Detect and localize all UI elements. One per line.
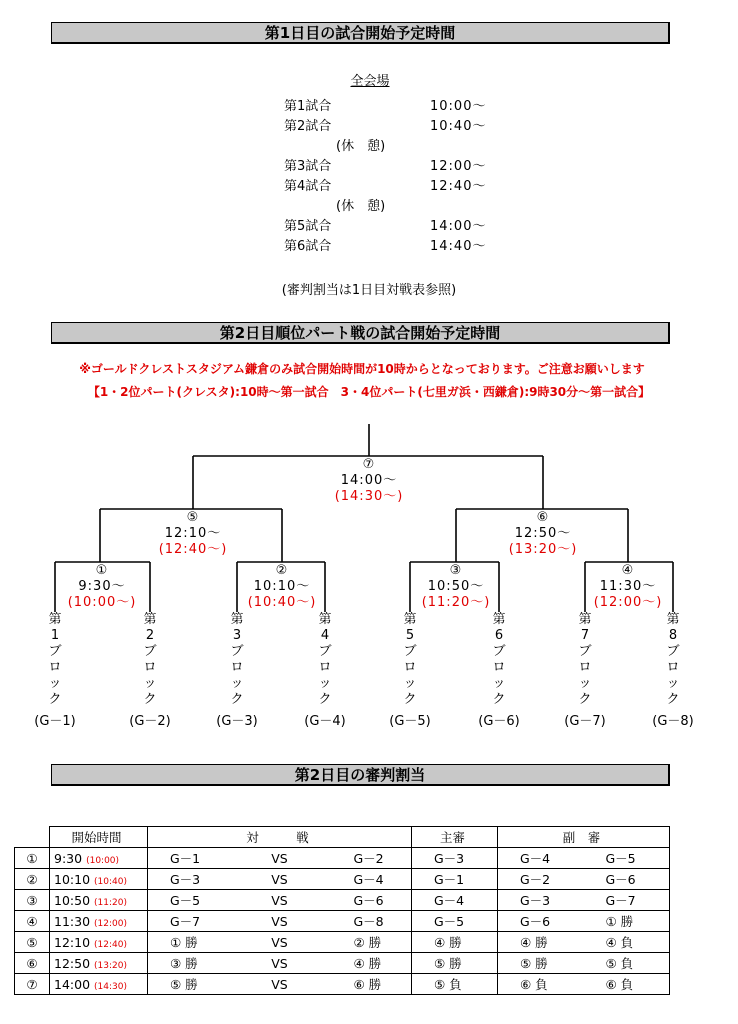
match-number: ③ [449,563,463,578]
header-match: 対 戦 [148,827,412,848]
block-char: ク [492,692,506,707]
sub-referee-2: ① 勝 [584,911,670,932]
start-time [50,911,148,932]
sub-referee-1: G－4 [498,848,584,869]
header-main: 主審 [412,827,498,848]
match-alt-time: (10:00〜) [67,595,137,610]
match-number: ④ [621,563,635,578]
sub-referee-2: G－5 [584,848,670,869]
table-row [15,953,670,974]
main-referee: G－4 [412,890,498,911]
team-a: G－1 [148,848,244,869]
start-time [50,869,148,890]
team-a: ③ 勝 [148,953,244,974]
main-referee: ⑤ 勝 [412,953,498,974]
block-label [317,612,333,708]
match-label: 第3試合 [284,159,332,174]
match-start-time: 12:10〜 [164,526,222,541]
table-row [15,848,670,869]
block-char: ク [318,692,332,707]
block-code: (G－7) [564,714,606,729]
block-char: ッ [666,676,680,691]
row-number: ① [15,848,50,869]
block-code: (G－6) [478,714,520,729]
start-time-value: 10:50 [54,892,91,908]
block-char: 6 [494,628,504,643]
match-time: 10:00〜 [430,99,487,114]
block-char: 5 [405,628,415,643]
sub-referee-1: ⑥ 負 [498,974,584,995]
match-start-time: 12:50〜 [514,526,572,541]
block-label [491,612,507,708]
main-referee: ⑤ 負 [412,974,498,995]
block-char: ロ [666,660,680,675]
block-label [142,612,158,708]
main-referee: G－5 [412,911,498,932]
match-label: 第4試合 [284,179,332,194]
match-alt-time: (12:00〜) [593,595,663,610]
block-char: ブ [143,644,157,659]
start-time [50,953,148,974]
table-row [15,974,670,995]
team-b: G－4 [316,869,412,890]
block-char: ブ [666,644,680,659]
start-time [50,890,148,911]
main-referee: G－1 [412,869,498,890]
alt-time-value: (12:40) [94,939,127,950]
vs-label: VS [244,953,316,974]
match-label: 第1試合 [284,99,332,114]
start-time [50,932,148,953]
sub-referee-2: G－7 [584,890,670,911]
table-row [15,932,670,953]
team-a: G－3 [148,869,244,890]
match-number: ⑥ [536,510,550,525]
row-number: ② [15,869,50,890]
vs-label: VS [244,890,316,911]
block-char: ブ [492,644,506,659]
block-char: 4 [320,628,330,643]
block-code: (G－4) [304,714,346,729]
start-time-value: 10:10 [54,871,91,887]
block-code: (G－2) [129,714,171,729]
sub-referee-2: G－6 [584,869,670,890]
team-a: G－5 [148,890,244,911]
team-a: ⑤ 勝 [148,974,244,995]
alt-time-value: (13:20) [94,960,127,971]
block-char: ロ [492,660,506,675]
block-label [402,612,418,708]
block-char: ッ [403,676,417,691]
match-start-time: 11:30〜 [599,579,657,594]
sub-referee-2: ⑥ 負 [584,974,670,995]
block-label [665,612,681,708]
start-time-value: 11:30 [54,913,91,929]
block-char: 8 [668,628,678,643]
team-b: G－6 [316,890,412,911]
start-time [50,974,148,995]
match-time: 12:40〜 [430,179,487,194]
block-char: 1 [50,628,60,643]
match-number: ⑦ [362,457,376,472]
block-code: (G－8) [652,714,694,729]
sub-referee-1: ⑤ 勝 [498,953,584,974]
match-alt-time: (14:30〜) [334,489,404,504]
block-char: 2 [145,628,155,643]
block-char: ク [578,692,592,707]
alt-time-value: (14:30) [94,981,127,992]
match-number: ② [275,563,289,578]
header-time: 開始時間 [50,827,148,848]
team-b: ② 勝 [316,932,412,953]
block-char: ッ [318,676,332,691]
block-char: ロ [318,660,332,675]
sub-referee-1: G－3 [498,890,584,911]
block-char: 第 [230,612,244,627]
match-label: 第2試合 [284,119,332,134]
block-char: ロ [48,660,62,675]
main-referee: G－3 [412,848,498,869]
alt-time-value: (10:00) [86,855,120,866]
start-time-value: 12:50 [54,955,91,971]
block-char: ク [230,692,244,707]
block-char: 3 [232,628,242,643]
match-start-time: 10:10〜 [253,579,311,594]
row-number: ⑤ [15,932,50,953]
day2-notice-1: ※ゴールドクレストスタジアム鎌倉のみ試合開始時間が10時からとなっております。ご注意お願いします [79,362,645,376]
match-time: 14:40〜 [430,239,487,254]
start-time-value: 14:00 [54,976,91,992]
block-char: ク [403,692,417,707]
alt-time-value: (10:40) [94,876,127,887]
sub-referee-1: G－6 [498,911,584,932]
team-a: ① 勝 [148,932,244,953]
team-b: ⑥ 勝 [316,974,412,995]
header-sub: 副 審 [498,827,670,848]
block-label [47,612,63,708]
block-char: ッ [230,676,244,691]
team-b: G－8 [316,911,412,932]
block-label [229,612,245,708]
match-alt-time: (11:20〜) [421,595,491,610]
team-a: G－7 [148,911,244,932]
match-start-time: 9:30〜 [78,579,126,594]
block-char: ッ [578,676,592,691]
block-char: 第 [578,612,592,627]
main-referee: ④ 勝 [412,932,498,953]
block-char: ブ [48,644,62,659]
day1-heading: 第1日目の試合開始予定時間 [51,22,670,44]
match-number: ① [95,563,109,578]
sub-referee-2: ④ 負 [584,932,670,953]
break-label: (休 憩) [336,199,386,214]
sub-referee-1: ④ 勝 [498,932,584,953]
match-alt-time: (12:40〜) [158,542,228,557]
block-char: ク [666,692,680,707]
sub-referee-1: G－2 [498,869,584,890]
vs-label: VS [244,911,316,932]
match-time: 12:00〜 [430,159,487,174]
block-char: 第 [318,612,332,627]
vs-label: VS [244,869,316,890]
block-code: (G－1) [34,714,76,729]
block-char: 第 [666,612,680,627]
row-number: ④ [15,911,50,932]
match-label: 第6試合 [284,239,332,254]
block-char: ブ [230,644,244,659]
block-char: ブ [578,644,592,659]
block-char: ッ [492,676,506,691]
block-char: 第 [143,612,157,627]
block-char: 第 [492,612,506,627]
day1-note: (審判割当は1日目対戦表参照) [281,283,457,298]
day2-heading: 第2日目順位パート戦の試合開始予定時間 [51,322,670,344]
block-char: ロ [143,660,157,675]
match-alt-time: (10:40〜) [247,595,317,610]
day1-venue: 全会場 [350,74,390,89]
block-char: ッ [143,676,157,691]
referee-heading: 第2日目の審判割当 [51,764,670,786]
start-time-value: 9:30 [54,850,83,866]
row-number: ⑥ [15,953,50,974]
team-b: ④ 勝 [316,953,412,974]
block-char: ブ [403,644,417,659]
block-label [577,612,593,708]
block-char: ク [143,692,157,707]
alt-time-value: (11:20) [94,897,127,908]
block-code: (G－5) [389,714,431,729]
match-time: 10:40〜 [430,119,487,134]
table-row [15,890,670,911]
break-label: (休 憩) [336,139,386,154]
block-char: 第 [48,612,62,627]
vs-label: VS [244,974,316,995]
block-char: ロ [578,660,592,675]
match-number: ⑤ [186,510,200,525]
block-char: ブ [318,644,332,659]
block-char: ク [48,692,62,707]
table-header-row [15,827,670,848]
table-row [15,869,670,890]
block-char: ロ [230,660,244,675]
team-b: G－2 [316,848,412,869]
vs-label: VS [244,932,316,953]
alt-time-value: (12:00) [94,918,127,929]
start-time-value: 12:10 [54,934,91,950]
row-number: ⑦ [15,974,50,995]
day2-notice-2: 【1・2位パート(クレスタ):10時〜第一試合 3・4位パート(七里ガ浜・西鎌倉):9時30分〜第一試合】 [87,385,651,399]
start-time [50,848,148,869]
table-row [15,911,670,932]
match-start-time: 10:50〜 [427,579,485,594]
block-char: 第 [403,612,417,627]
match-start-time: 14:00〜 [340,473,398,488]
referee-table [14,826,670,995]
block-char: ッ [48,676,62,691]
match-label: 第5試合 [284,219,332,234]
block-char: 7 [580,628,590,643]
vs-label: VS [244,848,316,869]
match-time: 14:00〜 [430,219,487,234]
match-alt-time: (13:20〜) [508,542,578,557]
sub-referee-2: ⑤ 負 [584,953,670,974]
block-code: (G－3) [216,714,258,729]
block-char: ロ [403,660,417,675]
row-number: ③ [15,890,50,911]
